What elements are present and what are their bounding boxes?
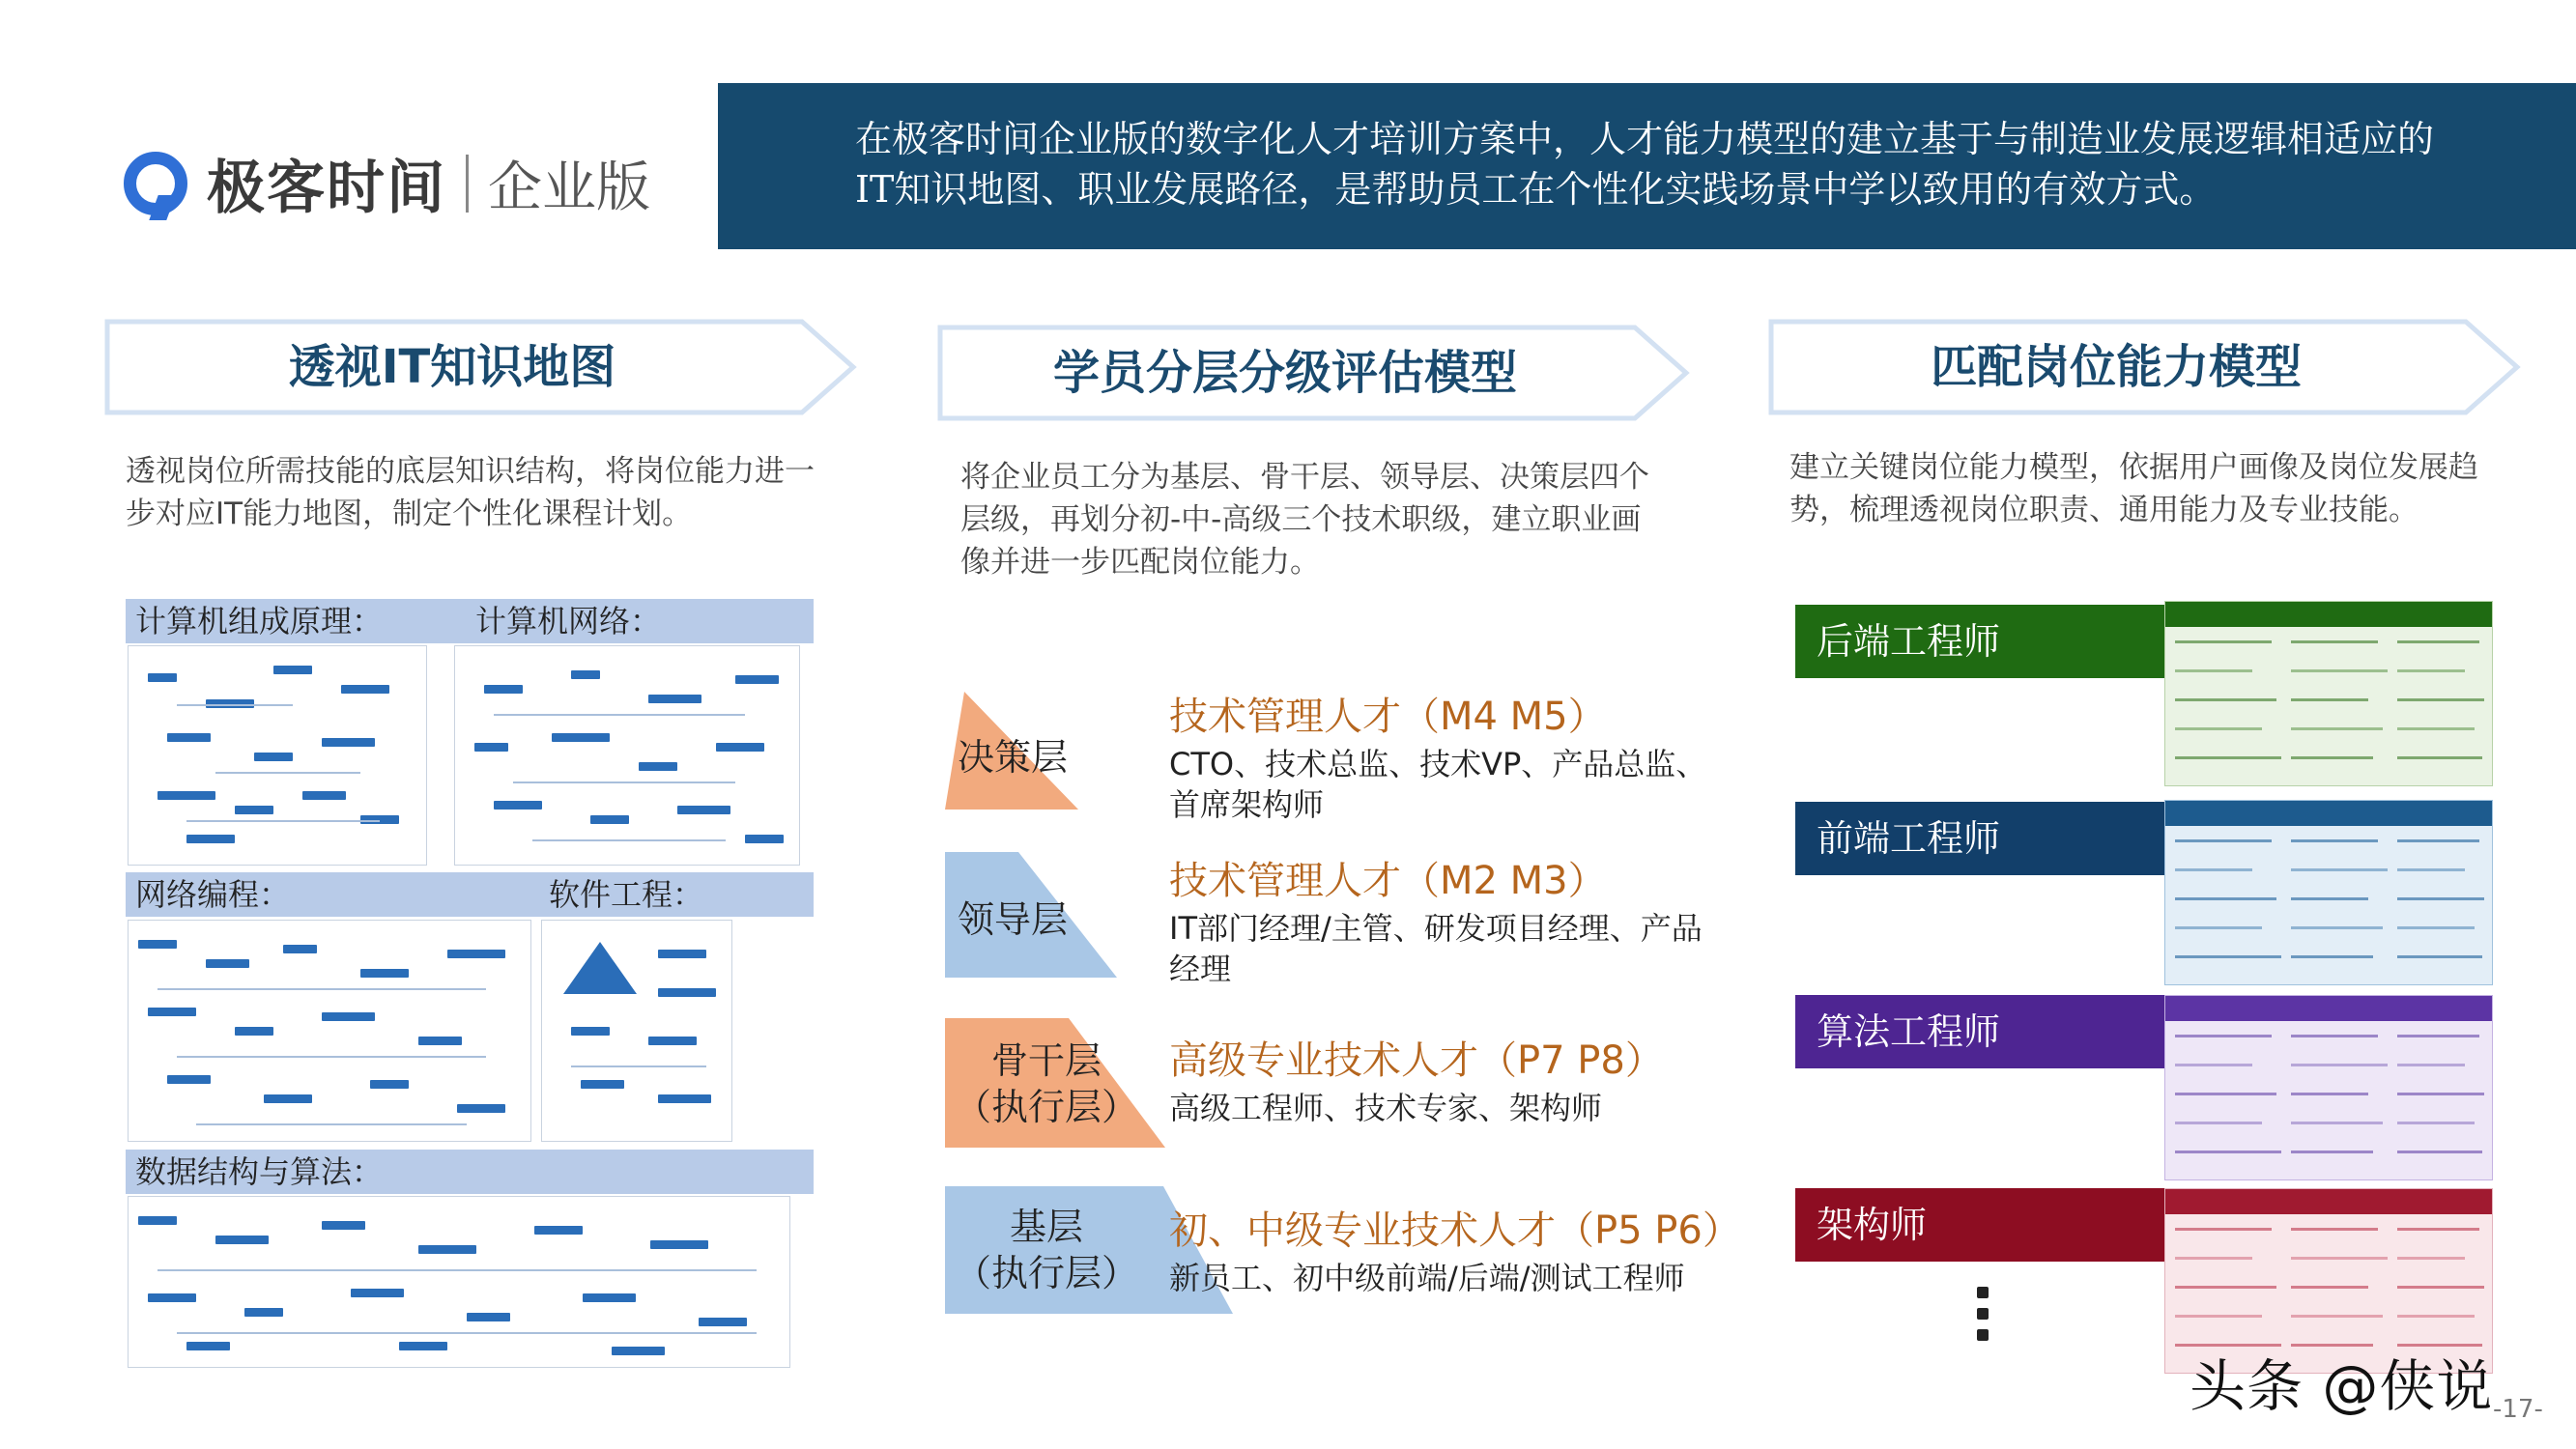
knowledge-map-thumbnail	[128, 1196, 790, 1368]
middle-column-title: 学员分层分级评估模型	[1052, 346, 1517, 400]
tier-desc: 新员工、初中级前端/后端/测试工程师	[1169, 1260, 1685, 1296]
knowledge-map-thumbnail	[128, 920, 531, 1142]
left-column-description: 透视岗位所需技能的底层知识结构，将岗位能力进一步对应IT能力地图，制定个性化课程计划。	[126, 454, 815, 531]
tier-label: 决策层	[957, 736, 1068, 779]
banner-text: 在极客时间企业版的数字化人才培训方案中，人才能力模型的建立基于与制造业发展逻辑相适应的IT知识地图、职业发展路径，是帮助员工在个性化实践场景中学以致用的有效方式。	[855, 118, 2435, 211]
tier-base	[945, 1186, 1741, 1316]
tier-desc: 高级工程师、技术专家、架构师	[1169, 1090, 1603, 1126]
map-label-bar-1	[126, 599, 814, 643]
logo-edition: 企业版	[488, 156, 650, 219]
role-architect: 架构师	[1795, 1188, 2164, 1262]
map-label-bar-3	[126, 1150, 814, 1194]
left-column-heading	[104, 319, 858, 415]
map-label-network-programming: 网络编程：	[135, 876, 291, 913]
role-backend: 后端工程师	[1795, 605, 2164, 678]
map-label-bar-2	[126, 872, 814, 917]
tier-label-line: 骨干层	[990, 1039, 1102, 1082]
tier-label-line: （执行层）	[954, 1252, 1138, 1294]
tier-label: 领导层	[957, 898, 1068, 941]
tier-title: 技术管理人才（M2 M3）	[1169, 859, 1607, 903]
left-column-title: 透视IT知识地图	[288, 340, 616, 394]
tier-desc: IT部门经理/主管、研发项目经理、产品经理	[1169, 910, 1703, 987]
tier-decision	[945, 674, 1737, 823]
header-banner	[718, 83, 2576, 249]
map-label-computer-network: 计算机网络：	[475, 603, 662, 639]
knowledge-map-thumbnail	[454, 645, 800, 866]
geektime-logo-icon	[124, 152, 187, 215]
logo-divider	[466, 155, 469, 213]
tier-title: 技术管理人才（M4 M5）	[1169, 695, 1607, 739]
logo	[124, 140, 650, 227]
knowledge-map-thumbnail	[541, 920, 732, 1142]
map-label-software-engineering: 软件工程：	[549, 876, 704, 913]
tier-leadership	[945, 846, 1737, 987]
tier-desc: CTO、技术总监、技术VP、产品总监、首席架构师	[1169, 746, 1707, 823]
right-column-description: 建立关键岗位能力模型，依据用户画像及岗位发展趋势，梳理透视岗位职责、通用能力及专业技能。	[1789, 450, 2478, 527]
page-number: -17-	[2493, 1395, 2543, 1424]
tier-backbone	[945, 1018, 1737, 1150]
knowledge-map-thumbnail	[128, 645, 427, 866]
role-model-document	[2164, 995, 2493, 1180]
role-frontend: 前端工程师	[1795, 802, 2164, 875]
middle-column-description: 将企业员工分为基层、骨干层、领导层、决策层四个层级，再划分初-中-高级三个技术职级，建立职业画像并进一步匹配岗位能力。	[960, 460, 1649, 580]
role-model-document	[2164, 800, 2493, 985]
pyramid-icon	[561, 940, 639, 998]
right-column-title: 匹配岗位能力模型	[1930, 340, 2302, 394]
tier-title: 高级专业技术人才（P7 P8）	[1169, 1038, 1664, 1083]
tier-label	[945, 1204, 1148, 1296]
more-ellipsis-icon	[1977, 1287, 1990, 1350]
watermark: 头条 @侠说	[2190, 1353, 2494, 1419]
middle-column-heading	[937, 325, 1691, 421]
tier-title: 初、中级专业技术人才（P5 P6）	[1169, 1208, 1741, 1253]
map-label-data-structures: 数据结构与算法：	[135, 1153, 384, 1190]
logo-brand: 极客时间	[207, 155, 446, 222]
tier-label-line: 基层	[1009, 1206, 1083, 1248]
tier-label-line: （执行层）	[954, 1086, 1138, 1128]
role-model-document	[2164, 601, 2493, 786]
tier-label	[945, 1037, 1148, 1130]
right-column-heading	[1768, 319, 2522, 415]
map-label-computer-organization: 计算机组成原理：	[135, 603, 384, 639]
role-algorithm: 算法工程师	[1795, 995, 2164, 1068]
